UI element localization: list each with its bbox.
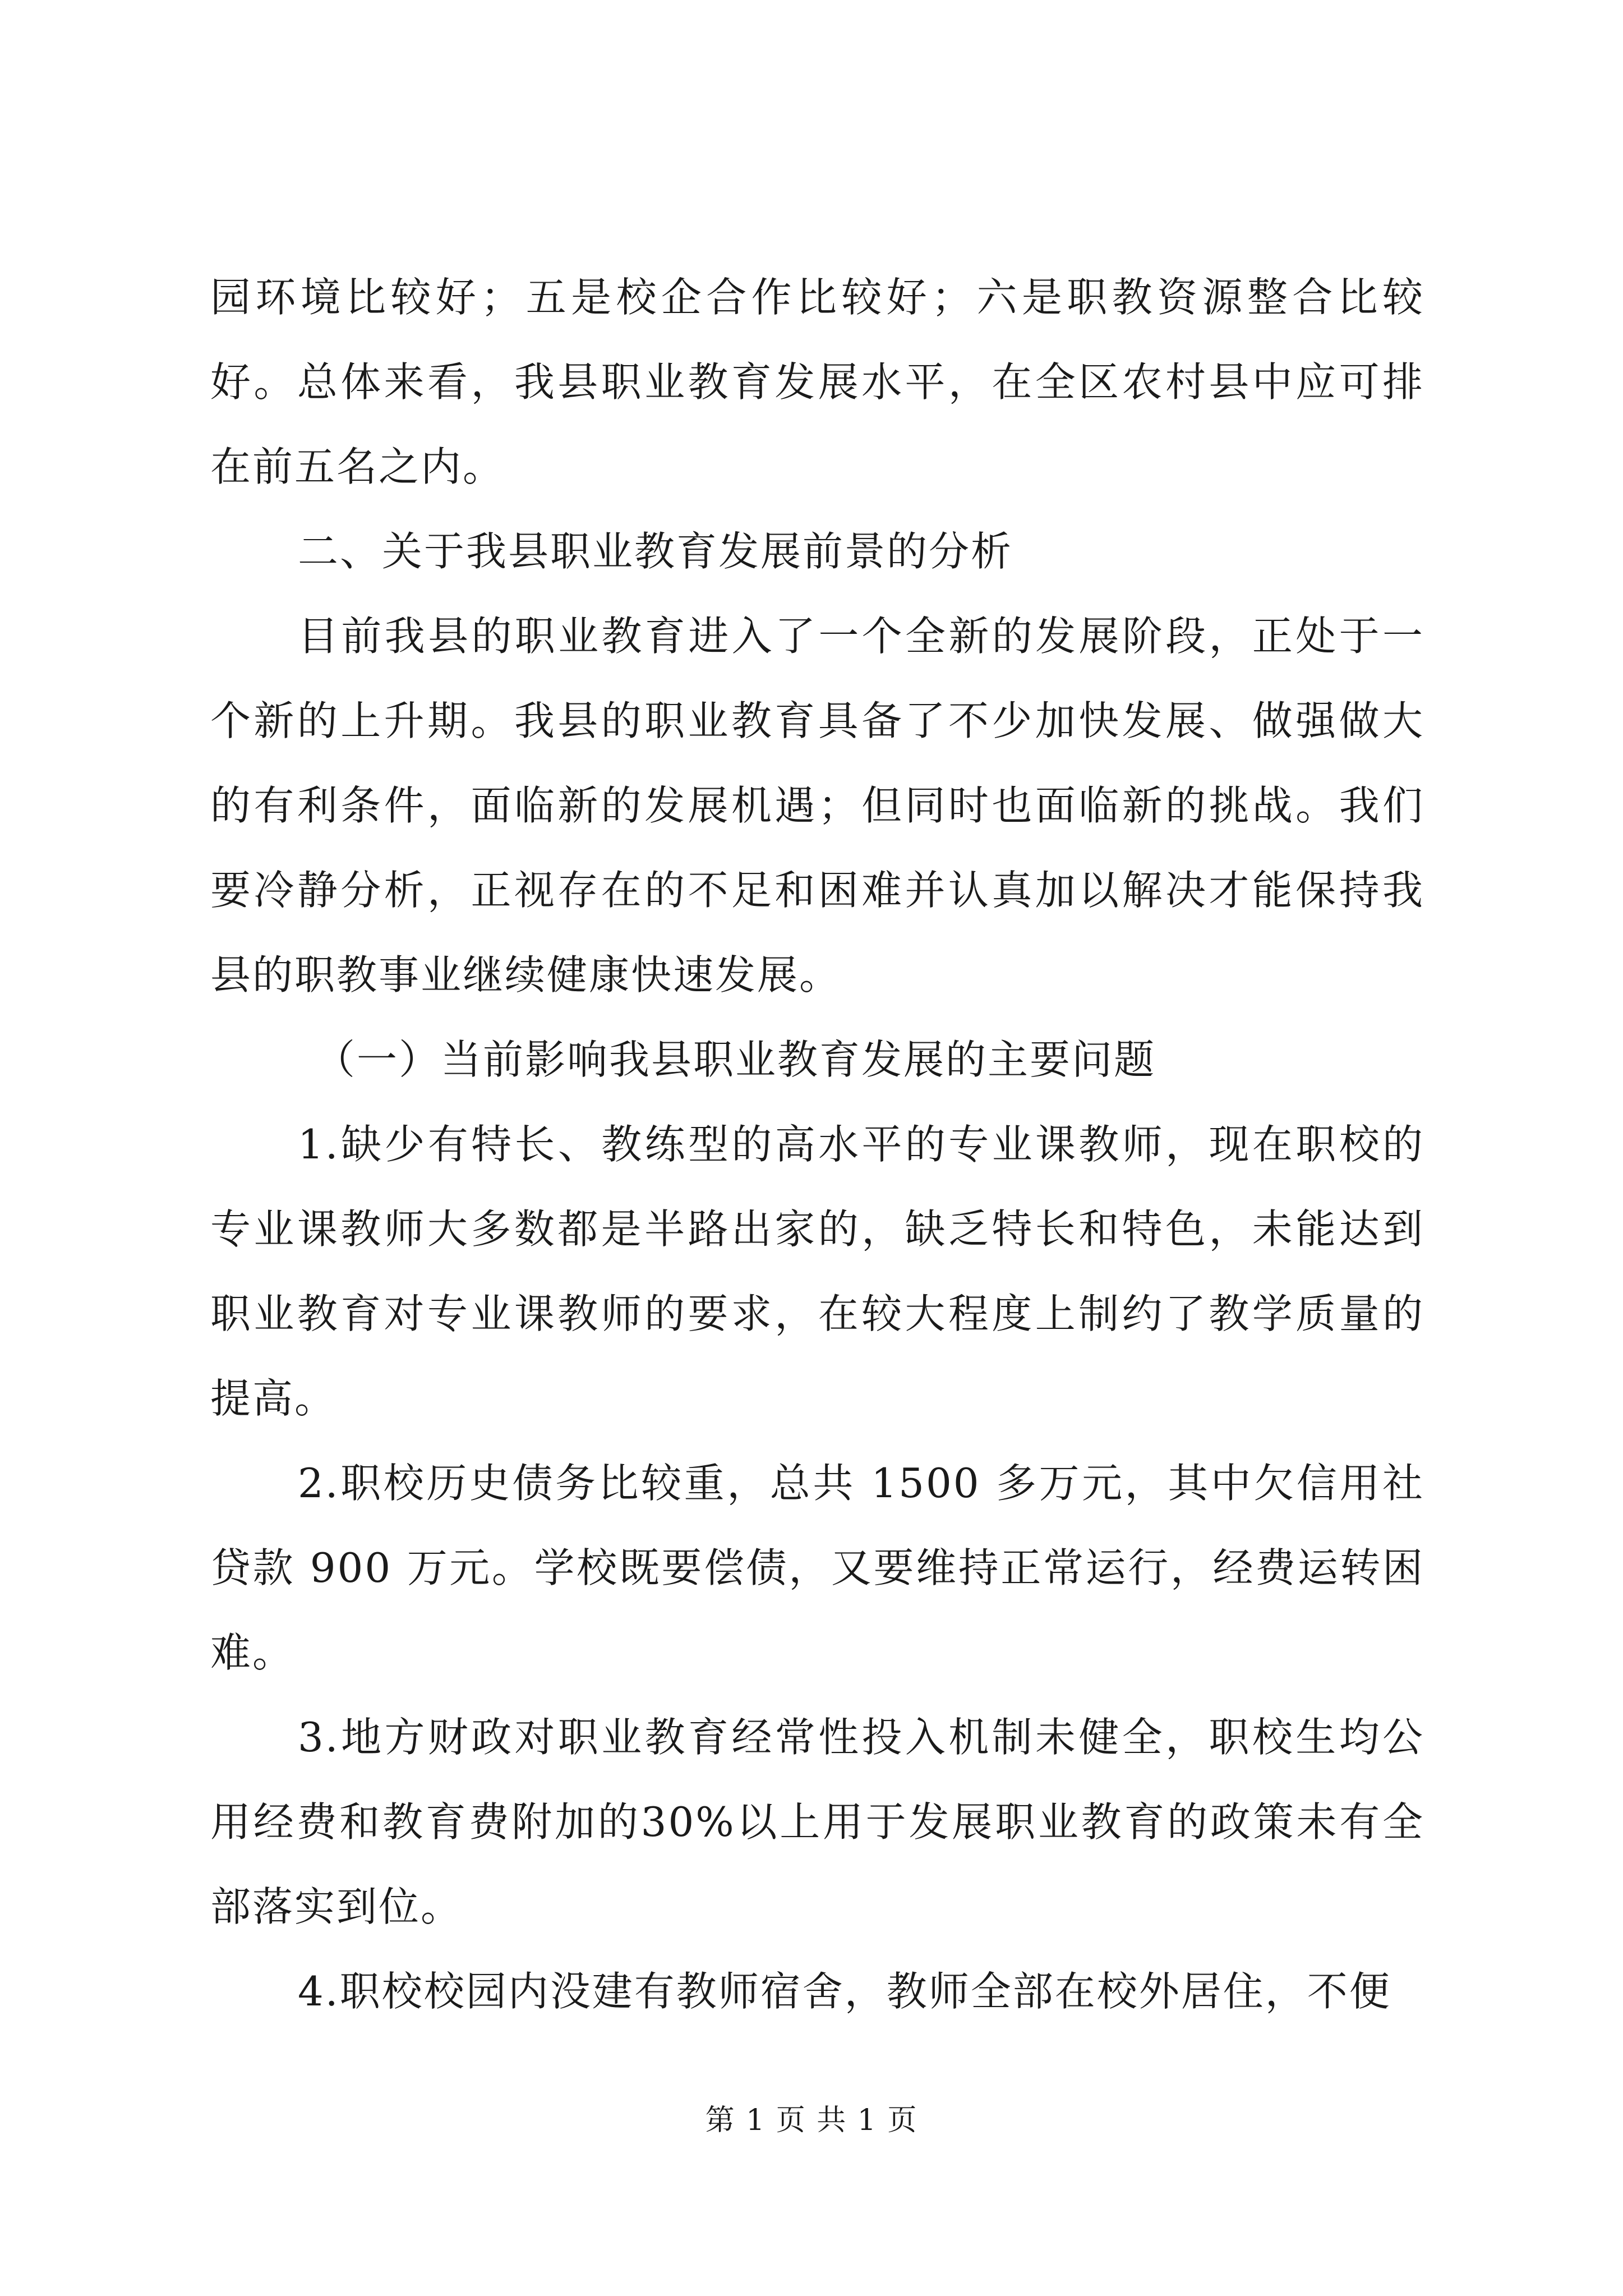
paragraph-item-1: 1.缺少有特长、教练型的高水平的专业课教师，现在职校的专业课教师大多数都是半路出家的，缺乏特长和特色，未能达到职业教育对专业课教师的要求，在较大程度上制约了教学质量的提高。 [210, 1121, 1424, 1422]
paragraph-continuation: 园环境比较好；五是校企合作比较好；六是职教资源整合比较好。总体来看，我县职业教育发展水平，在全区农村县中应可排在前五名之内。 [210, 274, 1424, 490]
sub-heading: （一）当前影响我县职业教育发展的主要问题 [315, 1036, 1156, 1083]
paragraph-item-3: 3.地方财政对职业教育经常性投入机制未健全，职校生均公用经费和教育费附加的30%以上用于发展职业教育的政策未有全部落实到位。 [210, 1714, 1424, 1930]
paragraph-item-4: 4.职校校园内没建有教师宿舍，教师全部在校外居住，不便 [298, 1968, 1391, 2015]
section-heading: 二、关于我县职业教育发展前景的分析 [298, 528, 1013, 575]
page-footer: 第 1 页 共 1 页 [705, 2104, 918, 2137]
paragraph-item-2: 2.职校历史债务比较重，总共 1500 多万元，其中欠信用社贷款 900 万元。学校既要偿债，又要维持正常运行，经费运转困难。 [210, 1460, 1424, 1676]
paragraph-body: 目前我县的职业教育进入了一个全新的发展阶段，正处于一个新的上升期。我县的职业教育具备了不少加快发展、做强做大的有利条件，面临新的发展机遇；但同时也面临新的挑战。我们要冷静分析，正视存在的不足和困难并认真加以解决才能保持我县的职教事业继续健康快速发展。 [210, 613, 1424, 999]
document-body [210, 255, 1424, 2034]
